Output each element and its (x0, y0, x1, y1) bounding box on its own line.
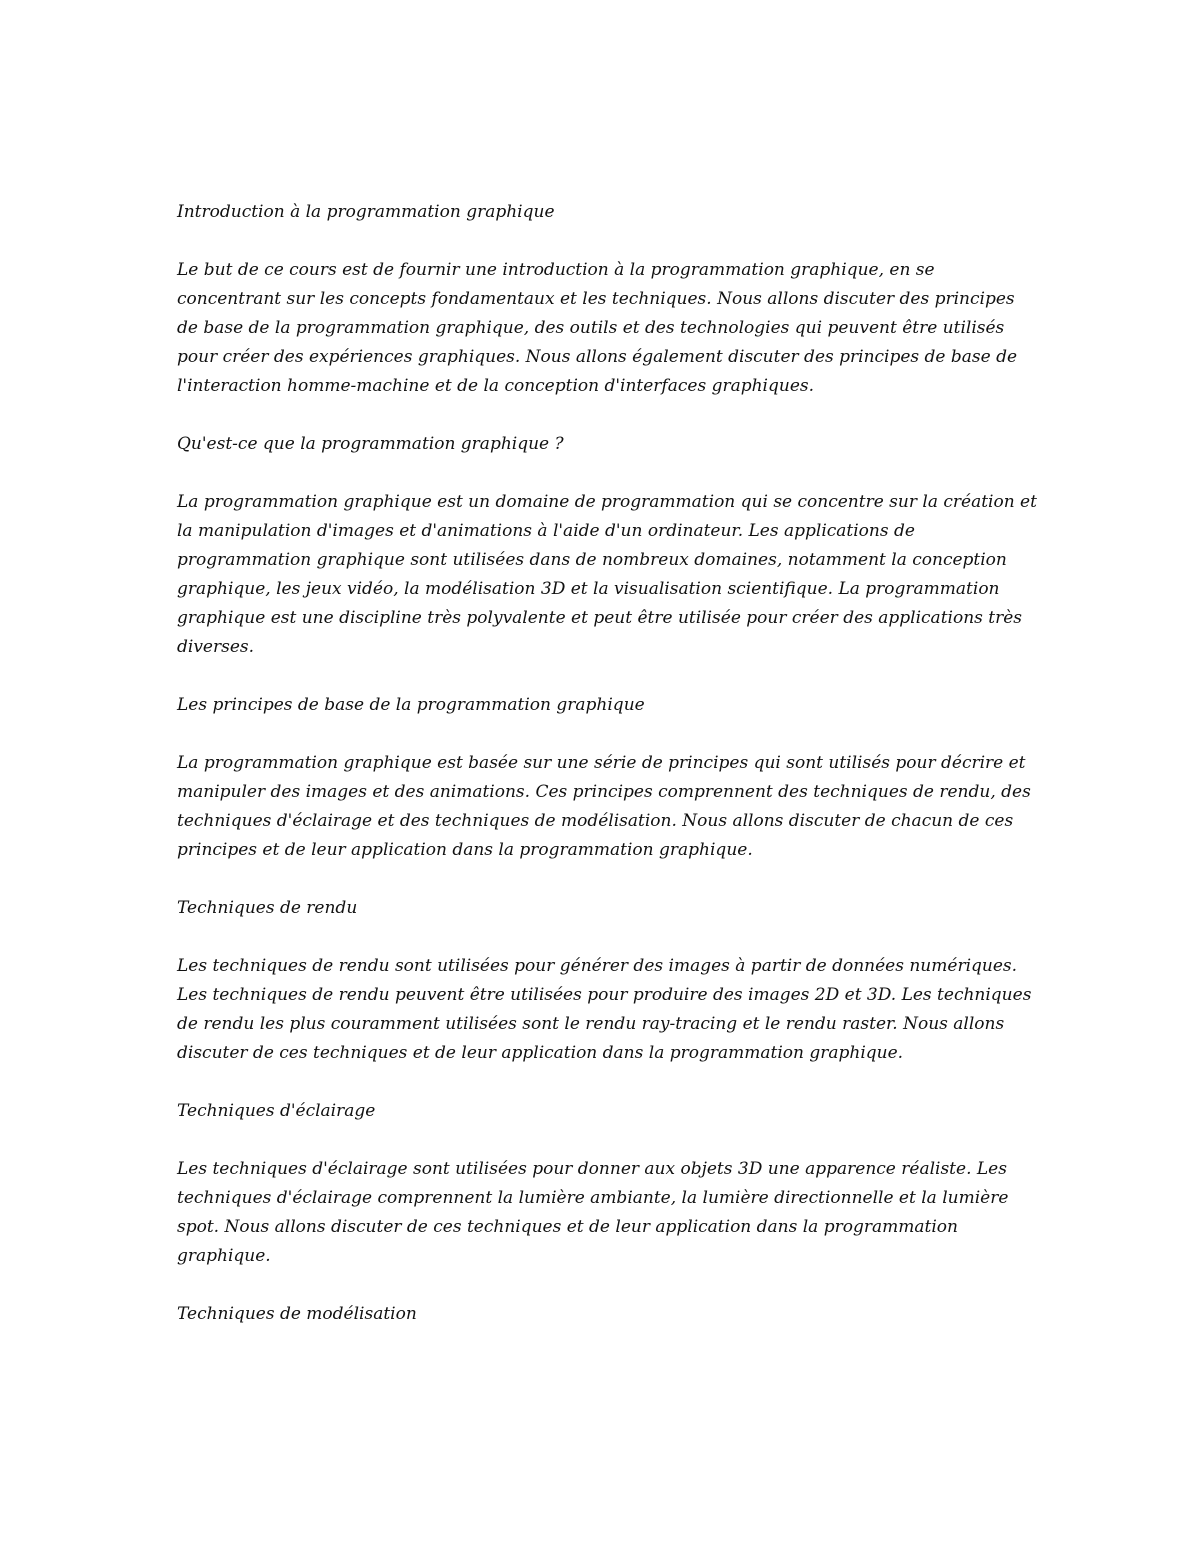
intro-paragraph: Le but de ce cours est de fournir une introduction à la programmation graphique, en se concentrant sur les concepts fondamentaux et les techniques. Nous allons discuter des principes de base de la programmation graphique, des outils et des technologies qui peuvent être utilisés pour créer des expériences graphiques. Nous allons également discuter des principes de base de l'interaction homme-machine et de la conception d'interfaces graphiques. (177, 260, 1018, 396)
section-heading: Techniques de modélisation (177, 1304, 417, 1324)
section-paragraph: Les techniques de rendu sont utilisées pour générer des images à partir de données numériques. Les techniques de rendu peuvent être utilisées pour produire des images 2D et 3D. Les techniques de rendu les plus couramment utilisées sont le rendu ray-tracing et le rendu raster. Nous allons discuter de ces techniques et de leur application dans la programmation graphique. (177, 956, 1032, 1063)
section-heading: Les principes de base de la programmation graphique (177, 695, 645, 715)
section-paragraph: La programmation graphique est un domaine de programmation qui se concentre sur la création et la manipulation d'images et d'animations à l'aide d'un ordinateur. Les applications de programmation graphique sont utilisées dans de nombreux domaines, notamment la conception graphique, les jeux vidéo, la modélisation 3D et la visualisation scientifique. La programmation graphique est une discipline très polyvalente et peut être utilisée pour créer des applications très diverses. (177, 492, 1037, 657)
section-heading: Qu'est-ce que la programmation graphique ? (177, 434, 564, 454)
document-title: Introduction à la programmation graphique (177, 202, 555, 222)
document-content (177, 198, 1037, 1358)
section-heading: Techniques de rendu (177, 898, 358, 918)
section-heading: Techniques d'éclairage (177, 1101, 376, 1121)
section-paragraph: La programmation graphique est basée sur une série de principes qui sont utilisés pour décrire et manipuler des images et des animations. Ces principes comprennent des techniques de rendu, des techniques d'éclairage et des techniques de modélisation. Nous allons discuter de chacun de ces principes et de leur application dans la programmation graphique. (177, 753, 1031, 860)
section-paragraph: Les techniques d'éclairage sont utilisées pour donner aux objets 3D une apparence réaliste. Les techniques d'éclairage comprennent la lumière ambiante, la lumière directionnelle et la lumière spot. Nous allons discuter de ces techniques et de leur application dans la programmation graphique. (177, 1159, 1009, 1266)
